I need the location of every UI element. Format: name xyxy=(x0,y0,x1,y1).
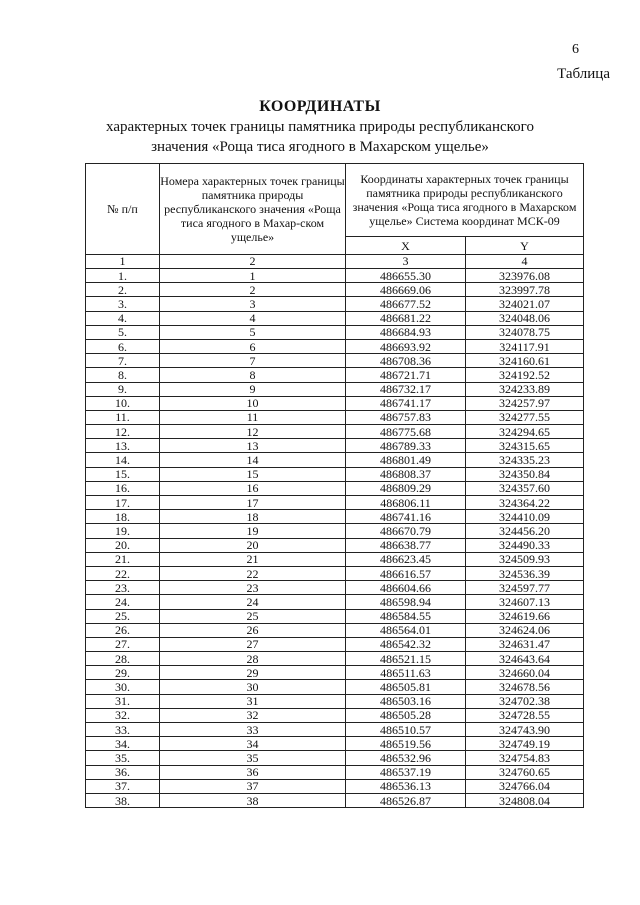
cell-y: 324335.23 xyxy=(466,453,584,467)
cell-y: 324277.55 xyxy=(466,410,584,424)
cell-row-number: 21. xyxy=(86,552,160,566)
table-row xyxy=(86,481,584,495)
table-row xyxy=(86,680,584,694)
table-row xyxy=(86,325,584,339)
table-row xyxy=(86,283,584,297)
cell-x: 486721.71 xyxy=(346,368,466,382)
cell-point-number: 10 xyxy=(160,396,346,410)
table-row xyxy=(86,382,584,396)
cell-point-number: 4 xyxy=(160,311,346,325)
cell-point-number: 16 xyxy=(160,481,346,495)
cell-y: 324021.07 xyxy=(466,297,584,311)
cell-row-number: 9. xyxy=(86,382,160,396)
cell-row-number: 29. xyxy=(86,666,160,680)
cell-y: 323976.08 xyxy=(466,269,584,283)
cell-point-number: 34 xyxy=(160,737,346,751)
cell-x: 486801.49 xyxy=(346,453,466,467)
cell-y: 324743.90 xyxy=(466,723,584,737)
cell-point-number: 35 xyxy=(160,751,346,765)
cell-point-number: 24 xyxy=(160,595,346,609)
cell-x: 486809.29 xyxy=(346,481,466,495)
cell-x: 486655.30 xyxy=(346,269,466,283)
cell-y: 324643.64 xyxy=(466,652,584,666)
column-number: 2 xyxy=(160,255,346,269)
table-row xyxy=(86,311,584,325)
header-coordinates: Координаты характерных точек границы памятника природы республиканского значения «Роща тиса ягодного в Махарском ущелье» Система координат МСК-09 xyxy=(346,164,584,237)
cell-x: 486542.32 xyxy=(346,637,466,651)
header-point-numbers: Номера характерных точек границы памятника природы республиканского значения «Роща тиса ягодного в Махар-ском ущелье» xyxy=(160,164,346,255)
table-row xyxy=(86,652,584,666)
cell-row-number: 38. xyxy=(86,793,160,807)
table-row xyxy=(86,793,584,807)
table-row xyxy=(86,708,584,722)
table-row xyxy=(86,694,584,708)
header-x: X xyxy=(346,237,466,255)
cell-x: 486521.15 xyxy=(346,652,466,666)
cell-point-number: 38 xyxy=(160,793,346,807)
cell-point-number: 19 xyxy=(160,524,346,538)
cell-y: 324536.39 xyxy=(466,566,584,580)
table-row xyxy=(86,765,584,779)
cell-x: 486732.17 xyxy=(346,382,466,396)
table-row xyxy=(86,581,584,595)
cell-point-number: 7 xyxy=(160,354,346,368)
cell-point-number: 9 xyxy=(160,382,346,396)
cell-point-number: 27 xyxy=(160,637,346,651)
cell-x: 486604.66 xyxy=(346,581,466,595)
cell-y: 324160.61 xyxy=(466,354,584,368)
cell-point-number: 26 xyxy=(160,623,346,637)
cell-point-number: 18 xyxy=(160,510,346,524)
cell-x: 486623.45 xyxy=(346,552,466,566)
cell-row-number: 5. xyxy=(86,325,160,339)
table-row xyxy=(86,510,584,524)
cell-x: 486684.93 xyxy=(346,325,466,339)
cell-point-number: 14 xyxy=(160,453,346,467)
cell-row-number: 11. xyxy=(86,410,160,424)
column-number: 3 xyxy=(346,255,466,269)
cell-y: 324808.04 xyxy=(466,793,584,807)
cell-row-number: 22. xyxy=(86,566,160,580)
cell-point-number: 31 xyxy=(160,694,346,708)
cell-y: 323997.78 xyxy=(466,283,584,297)
cell-row-number: 33. xyxy=(86,723,160,737)
cell-row-number: 2. xyxy=(86,283,160,297)
cell-row-number: 26. xyxy=(86,623,160,637)
cell-x: 486598.94 xyxy=(346,595,466,609)
cell-point-number: 20 xyxy=(160,538,346,552)
cell-x: 486775.68 xyxy=(346,425,466,439)
cell-y: 324078.75 xyxy=(466,325,584,339)
cell-row-number: 4. xyxy=(86,311,160,325)
cell-x: 486510.57 xyxy=(346,723,466,737)
cell-y: 324364.22 xyxy=(466,496,584,510)
cell-x: 486670.79 xyxy=(346,524,466,538)
cell-point-number: 3 xyxy=(160,297,346,311)
table-row xyxy=(86,609,584,623)
cell-x: 486537.19 xyxy=(346,765,466,779)
cell-point-number: 11 xyxy=(160,410,346,424)
cell-point-number: 1 xyxy=(160,269,346,283)
cell-point-number: 22 xyxy=(160,566,346,580)
cell-y: 324702.38 xyxy=(466,694,584,708)
table-body xyxy=(86,255,584,808)
cell-point-number: 28 xyxy=(160,652,346,666)
cell-row-number: 24. xyxy=(86,595,160,609)
table-row xyxy=(86,496,584,510)
cell-x: 486757.83 xyxy=(346,410,466,424)
title-block xyxy=(0,98,640,156)
cell-y: 324678.56 xyxy=(466,680,584,694)
table-row xyxy=(86,368,584,382)
cell-y: 324048.06 xyxy=(466,311,584,325)
table-row xyxy=(86,410,584,424)
cell-point-number: 2 xyxy=(160,283,346,297)
cell-row-number: 37. xyxy=(86,779,160,793)
cell-row-number: 30. xyxy=(86,680,160,694)
cell-x: 486638.77 xyxy=(346,538,466,552)
table-row xyxy=(86,623,584,637)
cell-y: 324619.66 xyxy=(466,609,584,623)
cell-y: 324257.97 xyxy=(466,396,584,410)
cell-x: 486677.52 xyxy=(346,297,466,311)
document-subtitle-line2: значения «Роща тиса ягодного в Махарском ущелье» xyxy=(151,139,489,155)
cell-y: 324233.89 xyxy=(466,382,584,396)
cell-row-number: 16. xyxy=(86,481,160,495)
cell-x: 486681.22 xyxy=(346,311,466,325)
cell-y: 324624.06 xyxy=(466,623,584,637)
cell-x: 486708.36 xyxy=(346,354,466,368)
table-caption: Таблица xyxy=(557,66,610,82)
table-row xyxy=(86,779,584,793)
table-row xyxy=(86,595,584,609)
cell-row-number: 34. xyxy=(86,737,160,751)
cell-row-number: 32. xyxy=(86,708,160,722)
cell-x: 486503.16 xyxy=(346,694,466,708)
table-row xyxy=(86,637,584,651)
cell-point-number: 12 xyxy=(160,425,346,439)
cell-y: 324597.77 xyxy=(466,581,584,595)
cell-y: 324760.65 xyxy=(466,765,584,779)
column-number: 1 xyxy=(86,255,160,269)
cell-y: 324357.60 xyxy=(466,481,584,495)
cell-row-number: 27. xyxy=(86,637,160,651)
cell-y: 324350.84 xyxy=(466,467,584,481)
cell-y: 324456.20 xyxy=(466,524,584,538)
table-row xyxy=(86,723,584,737)
cell-y: 324192.52 xyxy=(466,368,584,382)
cell-point-number: 23 xyxy=(160,581,346,595)
cell-point-number: 36 xyxy=(160,765,346,779)
cell-row-number: 3. xyxy=(86,297,160,311)
cell-point-number: 5 xyxy=(160,325,346,339)
cell-y: 324410.09 xyxy=(466,510,584,524)
cell-y: 324117.91 xyxy=(466,339,584,353)
table-row xyxy=(86,396,584,410)
cell-x: 486584.55 xyxy=(346,609,466,623)
table-row xyxy=(86,566,584,580)
cell-y: 324631.47 xyxy=(466,637,584,651)
cell-row-number: 23. xyxy=(86,581,160,595)
cell-row-number: 15. xyxy=(86,467,160,481)
header-y: Y xyxy=(466,237,584,255)
cell-x: 486789.33 xyxy=(346,439,466,453)
cell-x: 486808.37 xyxy=(346,467,466,481)
table-row xyxy=(86,425,584,439)
table-row xyxy=(86,538,584,552)
header-row-number: № п/п xyxy=(86,164,160,255)
cell-y: 324490.33 xyxy=(466,538,584,552)
cell-y: 324315.65 xyxy=(466,439,584,453)
document-title: КООРДИНАТЫ xyxy=(259,98,381,115)
cell-y: 324754.83 xyxy=(466,751,584,765)
cell-row-number: 12. xyxy=(86,425,160,439)
cell-y: 324509.93 xyxy=(466,552,584,566)
cell-row-number: 14. xyxy=(86,453,160,467)
cell-point-number: 6 xyxy=(160,339,346,353)
table-row xyxy=(86,751,584,765)
cell-x: 486511.63 xyxy=(346,666,466,680)
cell-row-number: 25. xyxy=(86,609,160,623)
cell-row-number: 13. xyxy=(86,439,160,453)
cell-y: 324660.04 xyxy=(466,666,584,680)
cell-point-number: 32 xyxy=(160,708,346,722)
table-row xyxy=(86,453,584,467)
table-row xyxy=(86,269,584,283)
cell-row-number: 10. xyxy=(86,396,160,410)
cell-x: 486616.57 xyxy=(346,566,466,580)
table-header xyxy=(86,164,584,255)
cell-y: 324294.65 xyxy=(466,425,584,439)
cell-x: 486505.81 xyxy=(346,680,466,694)
cell-row-number: 20. xyxy=(86,538,160,552)
cell-x: 486806.11 xyxy=(346,496,466,510)
table-row xyxy=(86,552,584,566)
cell-point-number: 17 xyxy=(160,496,346,510)
cell-point-number: 37 xyxy=(160,779,346,793)
cell-point-number: 33 xyxy=(160,723,346,737)
cell-y: 324607.13 xyxy=(466,595,584,609)
cell-row-number: 8. xyxy=(86,368,160,382)
document-subtitle-line1: характерных точек границы памятника природы республиканского xyxy=(106,119,534,135)
table-row xyxy=(86,467,584,481)
column-numbers-row xyxy=(86,255,584,269)
column-number: 4 xyxy=(466,255,584,269)
cell-y: 324766.04 xyxy=(466,779,584,793)
cell-point-number: 29 xyxy=(160,666,346,680)
table-row xyxy=(86,439,584,453)
table-row xyxy=(86,339,584,353)
cell-y: 324749.19 xyxy=(466,737,584,751)
cell-row-number: 31. xyxy=(86,694,160,708)
cell-row-number: 28. xyxy=(86,652,160,666)
cell-row-number: 35. xyxy=(86,751,160,765)
cell-x: 486741.16 xyxy=(346,510,466,524)
coordinates-table xyxy=(85,163,584,808)
table-row xyxy=(86,666,584,680)
cell-x: 486564.01 xyxy=(346,623,466,637)
cell-point-number: 25 xyxy=(160,609,346,623)
cell-x: 486669.06 xyxy=(346,283,466,297)
cell-row-number: 19. xyxy=(86,524,160,538)
cell-point-number: 13 xyxy=(160,439,346,453)
cell-row-number: 1. xyxy=(86,269,160,283)
cell-x: 486505.28 xyxy=(346,708,466,722)
cell-row-number: 6. xyxy=(86,339,160,353)
page-number: 6 xyxy=(572,42,579,57)
cell-row-number: 7. xyxy=(86,354,160,368)
table-row xyxy=(86,297,584,311)
cell-row-number: 18. xyxy=(86,510,160,524)
cell-row-number: 17. xyxy=(86,496,160,510)
cell-x: 486741.17 xyxy=(346,396,466,410)
cell-x: 486536.13 xyxy=(346,779,466,793)
table-row xyxy=(86,737,584,751)
cell-row-number: 36. xyxy=(86,765,160,779)
table-row xyxy=(86,524,584,538)
cell-x: 486693.92 xyxy=(346,339,466,353)
cell-point-number: 21 xyxy=(160,552,346,566)
cell-point-number: 8 xyxy=(160,368,346,382)
cell-point-number: 30 xyxy=(160,680,346,694)
cell-x: 486526.87 xyxy=(346,793,466,807)
cell-y: 324728.55 xyxy=(466,708,584,722)
cell-x: 486532.96 xyxy=(346,751,466,765)
cell-x: 486519.56 xyxy=(346,737,466,751)
table-row xyxy=(86,354,584,368)
cell-point-number: 15 xyxy=(160,467,346,481)
